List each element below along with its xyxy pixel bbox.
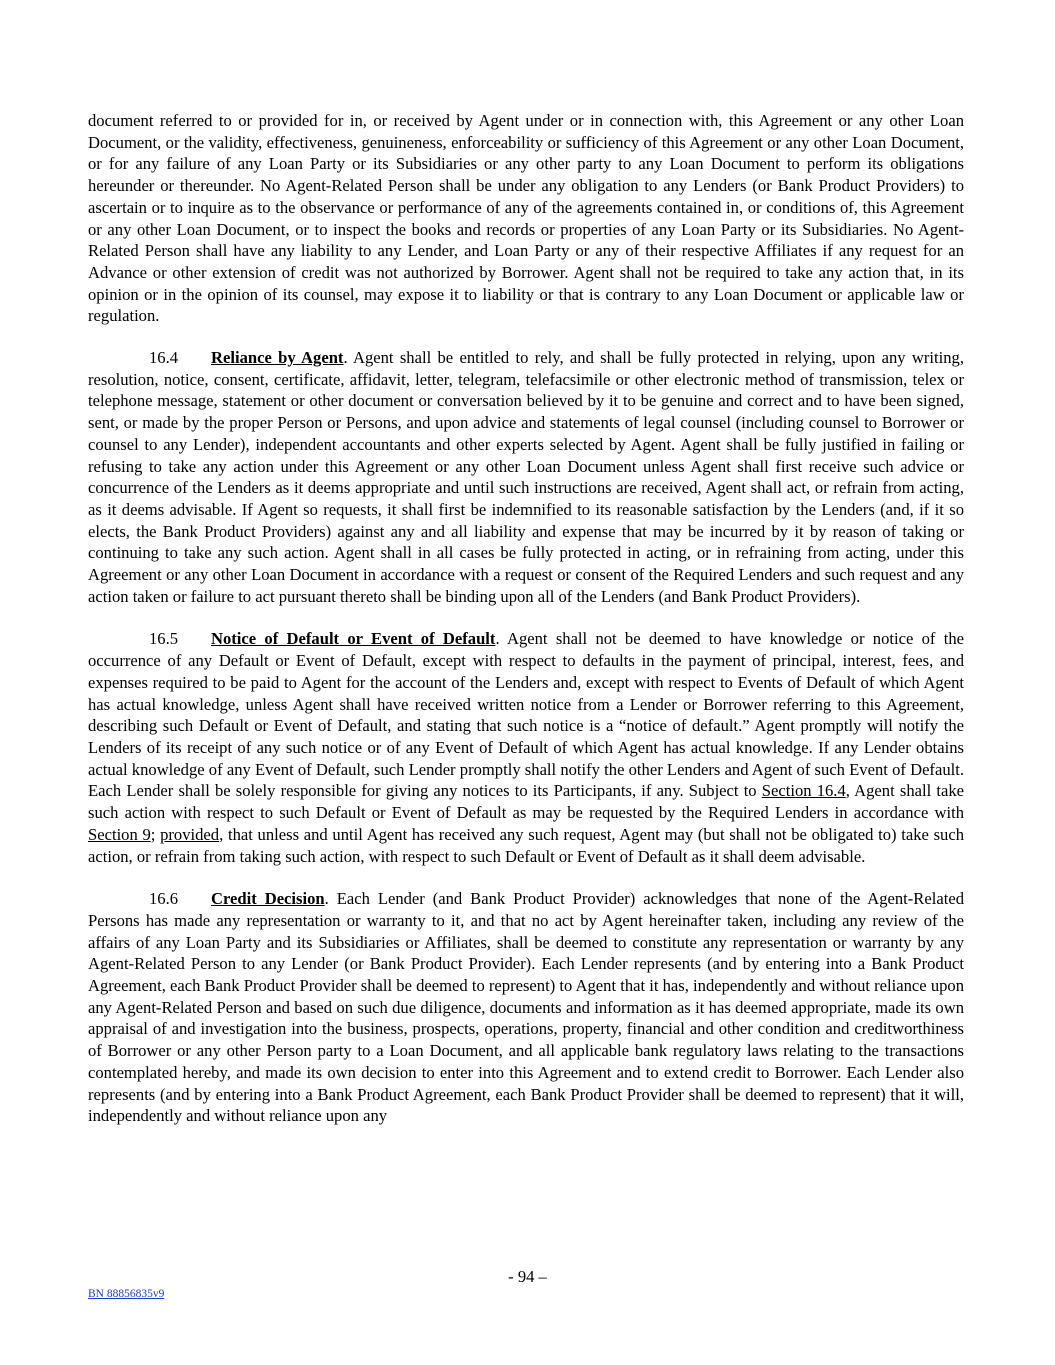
paragraph-text: . Agent shall not be deemed to have knowledge or notice of the occurrence of any Default or Event of Default, except with respect to defaults in the payment of principal, interest, fees, and expenses required to be paid to Agent for the account of the Lenders and, except with respect to Events of Default of which Agent has actual knowledge, unless Agent shall have received written notice from a Lender or Borrower referring to this Agreement, describing such Default or Event of Default, and stating that such notice is a “notice of default.” Agent promptly will notify the Lenders of its receipt of any such notice or of any Event of Default of which Agent has actual knowledge. If any Lender obtains actual knowledge of any Event of Default, such Lender promptly shall notify the other Lenders and Agent of such Event of Default. Each Lender shall be solely responsible for giving any notices to its Participants, if any. Subject to — [88, 629, 965, 801]
section-reference: Section 16.4 — [761, 781, 846, 801]
section-number: 16.4 — [149, 348, 179, 368]
section-number: 16.6 — [149, 889, 179, 909]
section-16-6-paragraph — [88, 888, 964, 1127]
section-heading: Credit Decision — [211, 889, 325, 909]
section-heading: Reliance by Agent — [211, 348, 344, 368]
paragraph-continuation — [88, 110, 964, 327]
paragraph-text: document referred to or provided for in, or received by Agent under or in connection with, this Agreement or any other Loan Document, or the validity, effectiveness, genuineness, enforceability or sufficiency of this Agreement or any other Loan Document, or for any failure of any Loan Party or its Subsidiaries or any other party to any Loan Document to perform its obligations hereunder or thereunder. No Agent-Related Person shall be under any obligation to any Lenders (or Bank Product Providers) to ascertain or to inquire as to the observance or performance of any of the agreements contained in, or conditions of, this Agreement or any other Loan Document, or to inspect the books and records or properties of any Loan Party or its Subsidiaries. No Agent-Related Person shall have any liability to any Lender, and Loan Party or any of their respective Affiliates if any request for an Advance or other extension of credit was not authorized by Borrower. Agent shall not be required to take any action that, in its opinion or in the opinion of its counsel, may expose it to liability or that is contrary to any Loan Document or applicable law or regulation. — [88, 111, 964, 326]
paragraph-text: . Agent shall be entitled to rely, and shall be fully protected in relying, upon any writing, resolution, notice, consent, certificate, affidavit, letter, telegram, telefacsimile or other electronic method of transmission, telex or telephone message, statement or other document or conversation believed by it to be genuine and correct and to have been signed, sent, or made by the proper Person or Persons, and upon advice and statements of legal counsel (including counsel to Borrower or counsel to any Lender), independent accountants and other experts selected by Agent. Agent shall be fully justified in failing or refusing to take any action under this Agreement or any other Loan Document unless Agent shall first receive such advice or concurrence of the Lenders as it deems appropriate and until such instructions are received, Agent shall act, or refrain from acting, as it deems advisable. If Agent so requests, it shall first be indemnified to its reasonable satisfaction by the Lenders (and, if it so elects, the Bank Product Providers) against any and all liability and expense that may be incurred by it by reason of taking or continuing to take any such action. Agent shall in all cases be fully protected in acting, or in refraining from acting, under this Agreement or any other Loan Document in accordance with a request or consent of the Required Lenders and such request and any action taken or failure to act pursuant thereto shall be binding upon all of the Lenders (and Bank Product Providers). — [88, 348, 964, 606]
document-id-link[interactable]: BN 88856835v9 — [88, 1288, 165, 1300]
paragraph-text: , that unless and until Agent has received any such request, Agent may (but shall not be obligated to) take such action, or refrain from taking such action, with respect to such Default or Event of Default as it shall deem advisable. — [88, 824, 964, 866]
paragraph-text: . Each Lender (and Bank Product Provider) acknowledges that none of the Agent-Related Persons has made any representation or warranty to it, and that no act by Agent hereinafter taken, including any review of the affairs of any Loan Party and its Subsidiaries or Affiliates, shall be deemed to constitute any representation or warranty by any Agent-Related Person to any Lender (or Bank Product Provider). Each Lender represents (and by entering into a Bank Product Agreement, each Bank Product Provider shall be deemed to represent) to Agent that it has, independently and without reliance upon any Agent-Related Person and based on such due diligence, documents and information as it has deemed appropriate, made its own appraisal of and investigation into the business, prospects, operations, property, financial and other condition and creditworthiness of Borrower or any other Person party to a Loan Document, and all applicable bank regulatory laws relating to the transactions contemplated hereby, and made its own decision to enter into this Agreement and to extend credit to Borrower. Each Lender also represents (and by entering into a Bank Product Agreement, each Bank Product Provider shall be deemed to represent) that it will, independently and without reliance upon any — [88, 889, 964, 1126]
section-heading: Notice of Default or Event of Default — [211, 629, 496, 649]
section-16-4-paragraph — [88, 347, 964, 607]
paragraph-text: ; — [150, 824, 161, 844]
section-reference: Section 9 — [88, 824, 151, 844]
section-16-5-paragraph — [88, 628, 964, 867]
page-number: - 94 – — [508, 1267, 547, 1286]
defined-term: provided — [160, 824, 220, 844]
document-body — [88, 110, 964, 1148]
section-number: 16.5 — [149, 629, 179, 649]
paragraph-text: , Agent shall take such action with respect to such Default or Event of Default as may be requested by the Required Lenders in accordance with — [88, 781, 964, 823]
